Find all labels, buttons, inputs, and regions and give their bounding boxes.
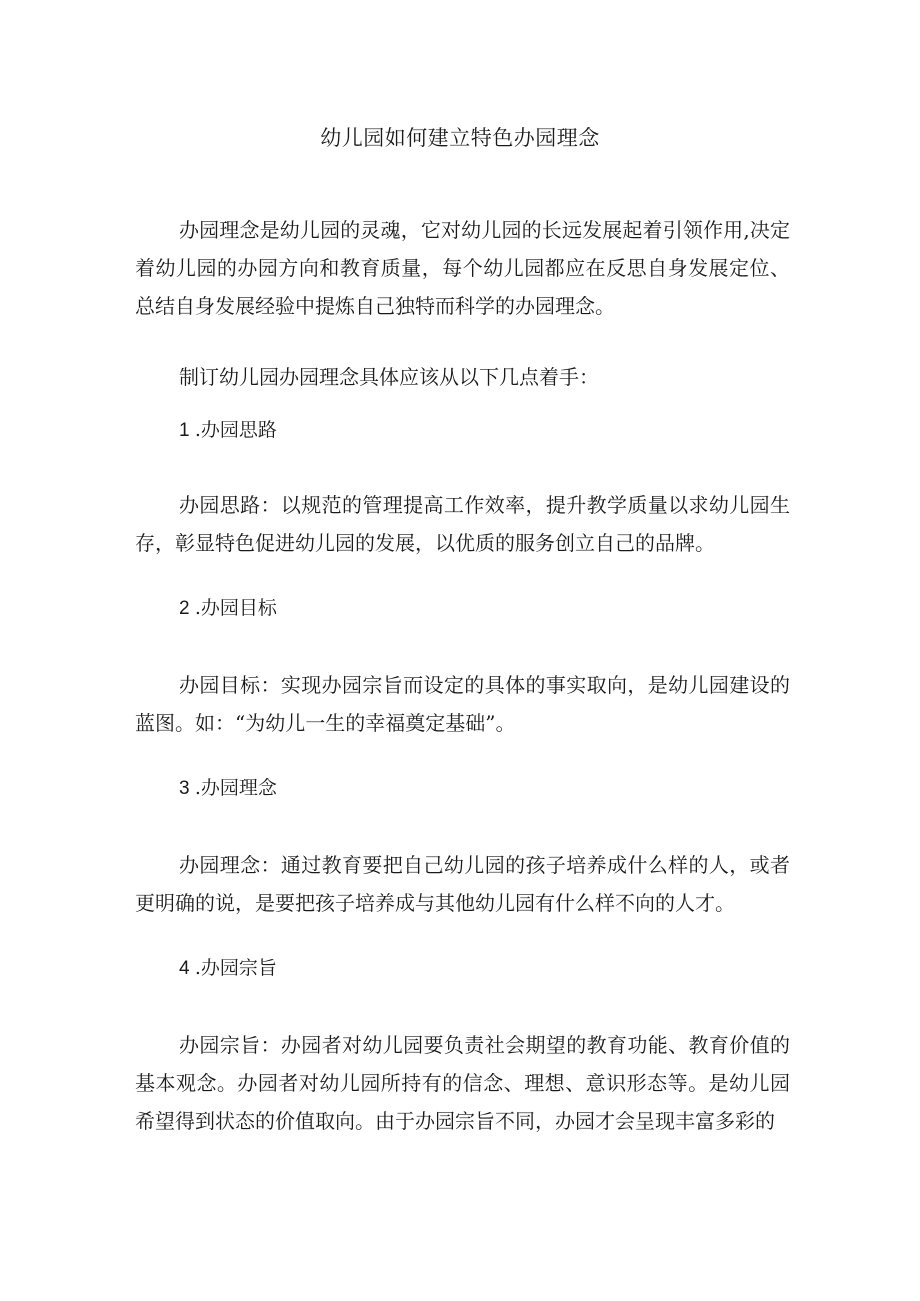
section-number: 1 [179,420,190,441]
section-number: 4 [179,958,190,979]
section-heading-text: .办园理念 [194,777,277,799]
section-heading-2 [179,594,277,623]
lead-paragraph: 制订幼儿园办园理念具体应该从以下几点着手： [179,365,599,389]
section-body-4: 办园宗旨：办园者对幼儿园要负责社会期望的教育功能、教育价值的基本观念。办园者对幼儿园所持有的信念、理想、意识形态等。是幼儿园希望得到状态的价值取向。由于办园宗旨不同，办园才会呈现丰富多彩的 [135,1033,790,1133]
section-heading-1 [179,416,277,445]
section-body-3: 办园理念：通过教育要把自己幼儿园的孩子培养成什么样的人，或者更明确的说，是要把孩子培养成与其他幼儿园有什么样不向的人才。 [135,853,790,915]
section-number: 2 [179,598,190,619]
section-heading-text: .办园宗旨 [194,957,277,979]
section-heading-text: .办园思路 [194,419,277,441]
section-heading-3 [179,774,277,803]
section-body-2: 办园目标：实现办园宗旨而设定的具体的事实取向，是幼儿园建设的蓝图。如：“为幼儿一生的幸福奠定基础”。 [135,673,790,735]
intro-paragraph: 办园理念是幼儿园的灵魂，它对幼儿园的长远发展起着引领作用,决定着幼儿园的办园方向和教育质量，每个幼儿园都应在反思自身发展定位、总结自身发展经验中提炼自己独特而科学的办园理念。 [135,218,790,318]
section-heading-4 [179,954,277,983]
section-body-1: 办园思路：以规范的管理提高工作效率，提升教学质量以求幼儿园生存，彰显特色促进幼儿园的发展，以优质的服务创立自己的品牌。 [135,493,790,555]
section-number: 3 [179,778,190,799]
document-title: 幼儿园如何建立特色办园理念 [320,126,600,150]
section-heading-text: .办园目标 [194,597,277,619]
